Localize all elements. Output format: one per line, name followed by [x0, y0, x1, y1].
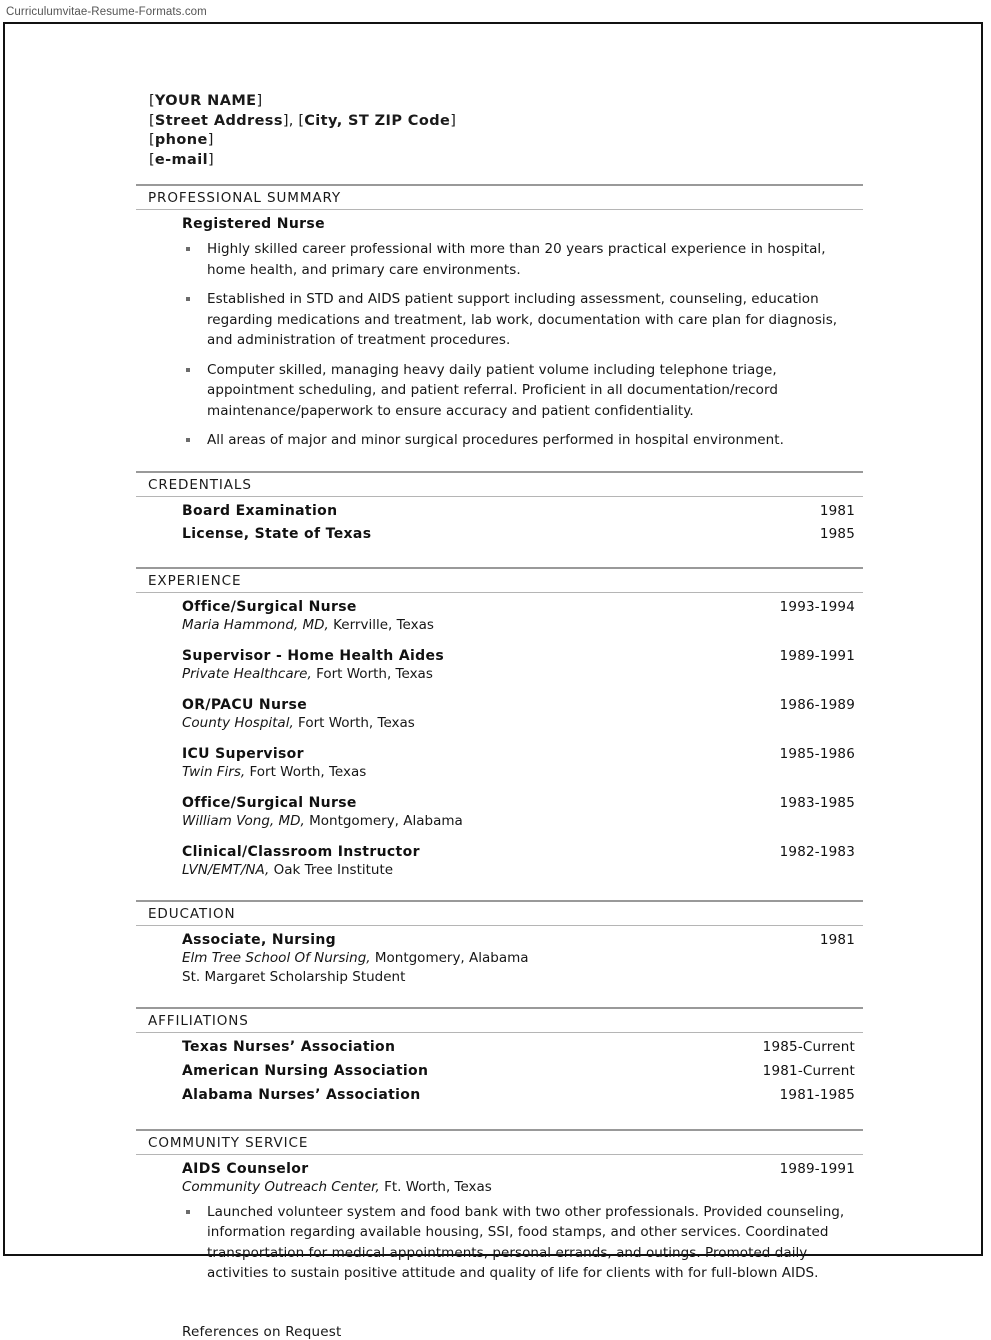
contact-name: YOUR NAME [154, 93, 257, 109]
resume-page-sheet [3, 22, 983, 1340]
community-service-date: 1989-1991 [779, 1160, 855, 1177]
bullet-dot-icon [186, 438, 190, 442]
section-community-service [136, 1129, 863, 1290]
contact-email: e-mail [154, 151, 208, 168]
list-item [182, 430, 863, 451]
experience-job-title: Clinical/Classroom Instructor [182, 843, 420, 860]
experience-employer: Maria Hammond, MD, [182, 616, 329, 633]
experience-employer-line [182, 616, 863, 635]
bullet-dot-icon [186, 368, 190, 372]
experience-date: 1983-1985 [779, 794, 855, 811]
education-degree: Associate, Nursing [182, 931, 337, 948]
education-date: 1981 [819, 931, 855, 948]
table-row [182, 1087, 863, 1103]
section-heading-experience: EXPERIENCE [136, 567, 863, 593]
experience-employer-line [182, 812, 863, 831]
education-entry [182, 932, 863, 987]
community-service-bullet-list [182, 1202, 863, 1284]
experience-date: 1989-1991 [779, 647, 855, 664]
bullet-text: Established in STD and AIDS patient support including assessment, counseling, education regarding medications and treatment, lab work, documentation with care plan for diagnosis, and administration of treatment procedures. [207, 291, 838, 348]
community-service-org: Community Outreach Center, [182, 1178, 380, 1195]
contact-city-state-zip: City, ST ZIP Code [304, 112, 451, 129]
section-affiliations [136, 1007, 863, 1115]
bullet-text: Highly skilled career professional with more than 20 years practical experience in hospital, home health, and primary care environments. [207, 241, 826, 278]
experience-date: 1993-1994 [779, 598, 855, 615]
experience-location: Fort Worth, Texas [245, 763, 367, 780]
section-heading-education: EDUCATION [136, 900, 863, 926]
section-body-experience [136, 593, 863, 886]
bullet-dot-icon [186, 247, 190, 251]
bullet-dot-icon [186, 297, 190, 301]
section-heading-community-service: COMMUNITY SERVICE [136, 1129, 863, 1155]
list-item [182, 360, 863, 422]
community-service-entry [182, 1161, 863, 1197]
experience-date: 1985-1986 [779, 745, 855, 762]
experience-entry [182, 844, 863, 880]
section-body-affiliations [136, 1033, 863, 1115]
experience-job-title: Office/Surgical Nurse [182, 794, 357, 811]
bullet-text: Launched volunteer system and food bank with two other professionals. Provided counseling, information regarding available housing, SSI, food stamps, and other services. Coordinated transportation for medical appointments, personal errands, and outings. Promoted daily activities to sustain positive attitude and quality of life for clients with for full-blown AIDS. [207, 1203, 845, 1281]
affiliation-name: American Nursing Association [182, 1062, 429, 1079]
community-service-org-line [182, 1178, 863, 1197]
education-school: Elm Tree School Of Nursing, [182, 949, 371, 966]
bullet-dot-icon [186, 1210, 190, 1214]
contact-phone: phone [154, 132, 208, 148]
table-row [182, 526, 863, 542]
affiliation-date: 1985-Current [762, 1038, 855, 1055]
table-row [182, 1063, 863, 1079]
experience-employer: County Hospital, [182, 714, 294, 731]
affiliation-name: Texas Nurses’ Association [182, 1038, 396, 1055]
table-row [182, 503, 863, 519]
credential-date: 1985 [819, 525, 855, 542]
experience-entry [182, 795, 863, 831]
section-experience [136, 567, 863, 886]
affiliation-date: 1981-1985 [779, 1086, 855, 1103]
community-service-role: AIDS Counselor [182, 1160, 309, 1177]
experience-location: Fort Worth, Texas [311, 665, 433, 682]
contact-street-address: Street Address [154, 112, 283, 129]
experience-employer-line [182, 861, 863, 880]
bullet-text: All areas of major and minor surgical procedures performed in hospital environment. [207, 432, 784, 448]
experience-employer-line [182, 763, 863, 782]
community-service-location: Ft. Worth, Texas [379, 1178, 492, 1195]
contact-email-line: [e-mail] [149, 151, 214, 168]
credential-date: 1981 [819, 502, 855, 519]
section-body-community-service [136, 1155, 863, 1290]
experience-employer-line [182, 714, 863, 733]
table-row [182, 1039, 863, 1055]
credential-title: License, State of Texas [182, 525, 372, 542]
affiliation-date: 1981-Current [762, 1062, 855, 1079]
experience-entry [182, 648, 863, 684]
list-item [182, 289, 863, 351]
experience-location: Oak Tree Institute [269, 861, 394, 878]
site-watermark-label: Curriculumvitae-Resume-Formats.com [6, 6, 207, 18]
experience-employer: Twin Firs, [182, 763, 246, 780]
experience-employer-line [182, 665, 863, 684]
experience-location: Kerrville, Texas [328, 616, 434, 633]
experience-employer: Private Healthcare, [182, 665, 312, 682]
resume-content-column [136, 24, 863, 1340]
experience-employer: William Vong, MD, [182, 812, 305, 829]
section-body-education [136, 926, 863, 993]
contact-address-line: [Street Address], [City, ST ZIP Code] [149, 112, 457, 129]
contact-name-line: [YOUR NAME] [149, 93, 263, 109]
contact-phone-line: [phone] [149, 132, 214, 148]
summary-bullet-list [182, 239, 863, 451]
experience-job-title: ICU Supervisor [182, 745, 304, 762]
list-item [182, 239, 863, 280]
bullet-text: Computer skilled, managing heavy daily patient volume including telephone triage, appointment scheduling, and patient referral. Proficient in all documentation/record maintenance/paperwork to ensure accuracy and patient confidentiality. [207, 361, 778, 419]
section-professional-summary [136, 184, 863, 457]
experience-job-title: Supervisor - Home Health Aides [182, 647, 445, 664]
section-heading-affiliations: AFFILIATIONS [136, 1007, 863, 1033]
experience-employer: LVN/EMT/NA, [182, 861, 270, 878]
experience-date: 1986-1989 [779, 696, 855, 713]
experience-job-title: OR/PACU Nurse [182, 696, 308, 713]
section-education [136, 900, 863, 993]
section-heading-credentials: CREDENTIALS [136, 471, 863, 497]
credential-title: Board Examination [182, 502, 338, 519]
affiliation-name: Alabama Nurses’ Association [182, 1086, 421, 1103]
experience-entry [182, 746, 863, 782]
section-body-professional-summary [136, 210, 863, 457]
section-heading-professional-summary: PROFESSIONAL SUMMARY [136, 184, 863, 210]
section-credentials [136, 471, 863, 553]
experience-location: Fort Worth, Texas [293, 714, 415, 731]
contact-header [136, 24, 863, 170]
experience-job-title: Office/Surgical Nurse [182, 598, 357, 615]
experience-entry [182, 599, 863, 635]
education-school-line [182, 949, 863, 968]
section-body-credentials [136, 497, 863, 553]
experience-entry [182, 697, 863, 733]
experience-date: 1982-1983 [779, 843, 855, 860]
list-item [182, 1202, 863, 1284]
references-note: References on Request [182, 1323, 342, 1340]
education-honors: St. Margaret Scholarship Student [182, 968, 406, 985]
experience-location: Montgomery, Alabama [304, 812, 463, 829]
education-location: Montgomery, Alabama [370, 949, 529, 966]
summary-job-title: Registered Nurse [182, 216, 325, 232]
